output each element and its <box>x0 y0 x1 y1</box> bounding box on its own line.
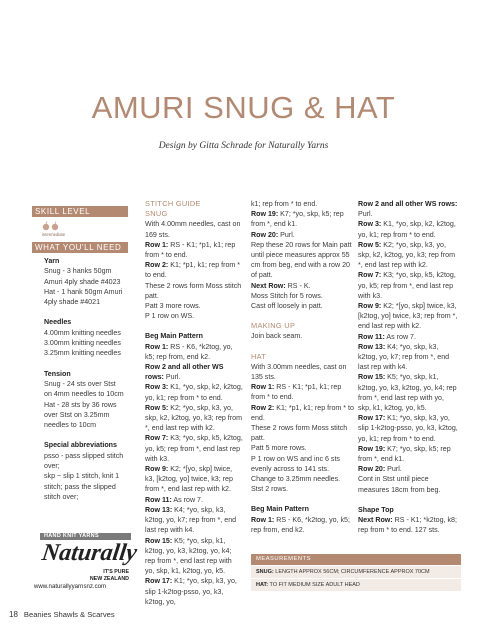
yarn-ball-icon <box>42 221 50 231</box>
yarn-heading: Yarn <box>44 257 60 265</box>
needles-heading: Needles <box>44 318 72 327</box>
abbreviation-line: skp ~ slip 1 stitch, knit 1 <box>44 472 120 481</box>
instruction: Row 15: K5; *yo, skp, k1, k2tog, yo, k3, k2tog, yo, k4; rep from *, end last rep with yo, skp, k1, k2tog, yo, k5. <box>145 536 232 576</box>
abbreviation-line: stitch over; <box>44 492 79 501</box>
hat-heading: HAT <box>251 351 267 361</box>
instruction: Row 13: K4; *yo, skp, k3, k2tog, yo, k7; rep from *, end last rep with k4. <box>145 505 237 535</box>
instruction: These 2 rows form Moss stitch patt. <box>145 281 242 300</box>
instruction: Row 5: K2; *yo, skp, k3, yo, skp, k2, k2tog, yo, k3; rep from *, end last rep with k2. <box>145 403 242 433</box>
abbreviation-line: stitch; pass the slipped <box>44 482 116 491</box>
instruction: With 4.00mm needles, cast on 169 sts. <box>145 220 241 239</box>
instruction: Row 20: Purl. <box>251 230 295 239</box>
instruction: Row 2 and all other WS rows: <box>358 200 458 208</box>
instruction: Purl. <box>358 210 373 219</box>
instruction: Cast off loosely in patt. <box>251 302 323 311</box>
page-title: AMURI SNUG & HAT <box>91 90 396 125</box>
instruction: Row 19: K7; *yo, skp, k5; rep from *, end k1. <box>358 444 451 464</box>
skill-level-icons <box>42 221 128 232</box>
needles-line: 3.00mm knitting needles <box>44 339 121 348</box>
beg-main-pattern-heading: Beg Main Pattern <box>145 332 203 341</box>
measurement-hat: HAT: TO FIT MEDIUM SIZE ADULT HEAD <box>251 579 461 591</box>
instruction: Row 3: K1, *yo, skp, k2, k2tog, yo, k1; rep from * to end. <box>145 383 243 402</box>
logo-band: HAND KNIT YARNS <box>40 533 131 540</box>
beg-main-pattern-heading: Beg Main Pattern <box>251 505 309 514</box>
instruction: Row 9: K2; *[yo, skp] twice, k3, [k2tog, yo] twice, k3; rep from *, end last rep with k2. <box>145 465 233 494</box>
instruction: Moss Stitch for 5 rows. <box>251 291 323 300</box>
sidebar <box>32 206 128 502</box>
instruction: Patt 3 more rows. <box>145 302 201 311</box>
instruction: Change to 3.25mm needles. <box>251 475 341 484</box>
measurement-snug: SNUG: LENGTH APPROX 56CM; CIRCUMFERENCE APPROX 70CM <box>251 566 461 578</box>
instruction: k1; rep from * to end. <box>251 200 318 208</box>
instruction: Row 3: K1, *yo, skp, k2, k2tog, yo, k1; rep from * to end. <box>358 220 456 239</box>
shape-top-heading: Shape Top <box>358 505 394 514</box>
needles-line: 4.00mm knitting needles <box>44 328 121 337</box>
skill-level-caption: intermediate <box>42 232 66 237</box>
logo-wordmark: Naturally <box>40 540 139 566</box>
tension-line: over Stst on 3.25mm <box>44 410 110 419</box>
needles-line: 3.25mm knitting needles <box>44 349 121 358</box>
instruction: Row 13: K4; *yo, skp, k3, k2tog, yo, k7; rep from *, end last rep with k4. <box>358 342 450 372</box>
abbreviation-line: over; <box>44 462 60 471</box>
instruction: Join back seam. <box>251 332 303 341</box>
yarn-line: Amuri 4ply shade #4023 <box>44 277 121 286</box>
logo-tagline: IT'S PURE NEW ZEALAND <box>89 569 129 582</box>
instruction: Row 1: RS - K6, *k2tog, yo, k5; rep from, end k2. <box>145 342 233 361</box>
skill-level-header: SKILL LEVEL <box>32 206 128 217</box>
instruction: Row 17: K1; *yo, skp, k3, yo, slip 1-k2tog-psso, yo, k3, k2tog, yo, <box>145 577 237 606</box>
instruction: These 2 rows form Moss stitch patt. <box>251 424 348 443</box>
measurements-header: MEASUREMENTS <box>251 554 461 565</box>
yarn-ball-icon <box>51 221 59 231</box>
materials-list <box>32 256 128 502</box>
instruction: Next Row: RS - K. <box>251 281 311 290</box>
instruction: With 3.00mm needles, cast on 135 sts. <box>251 362 347 382</box>
yarn-line: Hat - 1 hank 50gm Amuri <box>44 287 123 296</box>
tension-line: on 4mm needles to 10cm <box>44 390 124 399</box>
instruction: Row 9: K2; *[yo, skp] twice, k3, [k2tog, yo] twice, k3; rep from *, end last rep with k2. <box>358 302 458 331</box>
column-hat-pattern <box>358 199 458 536</box>
instruction: Row 2 and all other WS rows: Purl. <box>145 363 224 382</box>
instruction: Row 5: K2; *yo, skp, k3, yo, skp, k2, k2tog, yo, k3; rep from *, end last rep with k2. <box>358 240 455 270</box>
instruction: P 1 row on WS and inc 6 sts evenly across to 141 sts. <box>251 454 340 473</box>
instruction: Rep these 20 rows for Main patt until piece measures approx 55 cm from beg, end with a row 20 of patt. <box>251 240 352 280</box>
abbreviations-heading: Special abbreviations <box>44 441 117 450</box>
column-stitch-guide <box>145 199 243 607</box>
instruction: Row 19: K7; *yo, skp, k5; rep from *, end k1. <box>251 210 344 229</box>
stitch-guide-heading: STITCH GUIDE <box>145 199 201 208</box>
measurements-box <box>251 554 461 600</box>
tension-line: Hat - 28 sts by 36 rows <box>44 400 117 409</box>
column-snug-hat <box>251 199 355 535</box>
instruction: P 1 row on WS. <box>145 312 195 321</box>
instruction: Stst 2 rows. <box>251 485 289 494</box>
instruction: Row 7: K3; *yo, skp, k5, k2tog, yo, k5; rep from *, end last rep with k3. <box>358 271 456 300</box>
tension-line: Snug - 24 sts over Stst <box>44 379 116 388</box>
instruction: Next Row: RS - K1; *k2tog, k8; rep from * to end. 127 sts. <box>358 516 457 535</box>
instruction: Patt 5 more rows. <box>251 444 307 453</box>
designer-credit: Design by Gitta Schrade for Naturally Yarns <box>158 141 329 151</box>
yarn-line: Snug - 3 hanks 50gm <box>44 267 112 276</box>
page-number: 18 <box>9 610 18 619</box>
instruction: Row 1: RS - K1; *p1, k1; rep from * to end. <box>145 240 236 260</box>
instruction: Row 2: K1; *p1, k1; rep from * to end. <box>145 261 241 280</box>
instruction: Row 1: RS - K6, *k2tog, yo, k5; rep from, end k2. <box>251 515 350 534</box>
abbreviation-line: psso - pass slipped stitch <box>44 451 124 460</box>
yarn-line: 4ply shade #4021 <box>44 298 101 307</box>
what-you-need-header: WHAT YOU'LL NEED <box>32 242 128 253</box>
instruction: Row 11: As row 7. <box>145 495 203 504</box>
instruction: Row 11: As row 7. <box>358 332 416 341</box>
instruction: Row 20: Purl. <box>358 465 402 474</box>
page-footer <box>9 610 115 619</box>
instruction: Row 17: K1; *yo, skp, k3, yo, slip 1-k2tog-psso, yo, k3, k2tog, yo, k1; rep from * to end. <box>358 414 458 443</box>
instruction: Row 7: K3; *yo, skp, k5, k2tog, yo, k5; rep from *, end last rep with k3. <box>145 434 243 463</box>
instruction: Cont in Stst until piece measures 18cm from beg. <box>358 475 441 494</box>
instruction: Row 2: K1; *p1, k1; rep from * to end. <box>251 403 354 422</box>
tension-heading: Tension <box>44 369 71 378</box>
instruction: Row 1: RS - K1; *p1, k1; rep from * to end. <box>251 383 342 402</box>
snug-heading: SNUG <box>145 209 168 219</box>
instruction: Row 15: K5; *yo, skp, k1, k2tog, yo, k3, k2tog, yo, k4; rep from *, end last rep with yo, skp, k1, k2tog, yo, k5. <box>358 373 457 413</box>
tension-line: needles to 10cm <box>44 421 97 430</box>
logo-url: www.naturallyyarnsnz.com <box>34 583 107 590</box>
making-up-heading: MAKING UP <box>251 321 296 331</box>
footer-label: Beanies Shawls & Scarves <box>23 610 115 619</box>
